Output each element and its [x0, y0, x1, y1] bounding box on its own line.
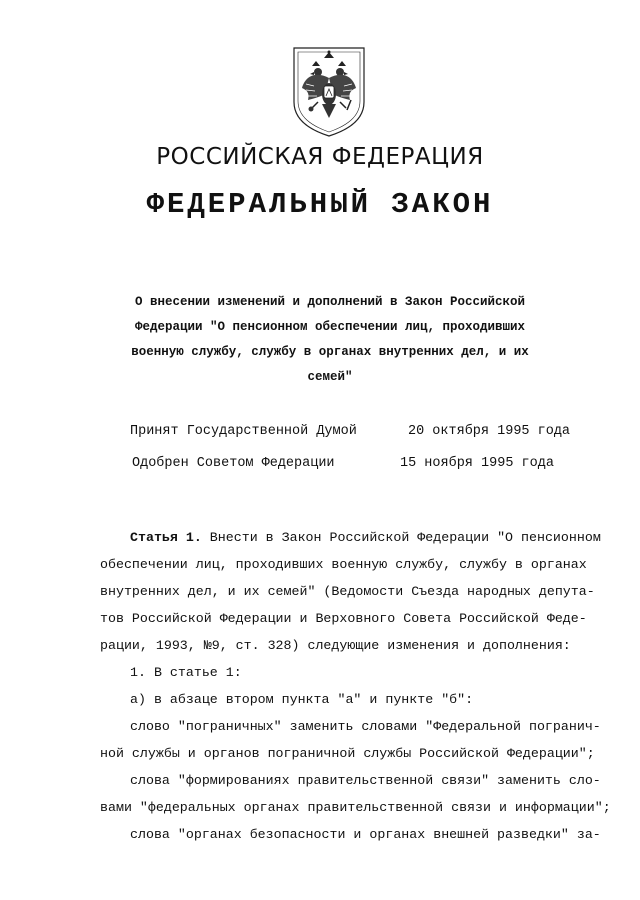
law-title	[100, 290, 560, 390]
body-line: а) в абзаце втором пункта "а" и пункте "б":	[130, 692, 474, 707]
body-line: ной службы и органов пограничной службы Российской Федерации";	[100, 746, 595, 761]
body-line: внутренних дел, и их семей" (Ведомости Съезда народных депута-	[100, 584, 595, 599]
body-line: тов Российской Федерации и Верховного Совета Российской Феде-	[100, 611, 587, 626]
law-title-line: Федерации "О пенсионном обеспечении лиц, проходивших	[134, 320, 526, 334]
state-name: РОССИЙСКАЯ ФЕДЕРАЦИЯ	[156, 144, 484, 170]
law-title-line: военную службу, службу в органах внутренних дел, и их	[131, 345, 529, 359]
coat-of-arms-emblem	[288, 44, 370, 138]
approval-label: Одобрен Советом Федерации	[132, 456, 335, 471]
adoption-label: Принят Государственной Думой	[130, 424, 357, 439]
article-1-first-line	[100, 524, 601, 551]
body-line: обеспечении лиц, проходивших военную службу, службу в органах	[100, 557, 587, 572]
article-text: Внести в Закон Российской Федерации "О пенсионном	[201, 530, 601, 545]
document-type-heading: ФЕДЕРАЛЬНЫЙ ЗАКОН	[146, 188, 494, 221]
body-line: слово "пограничных" заменить словами "Федеральной погранич-	[130, 719, 601, 734]
adoption-date: 20 октября 1995 года	[408, 424, 571, 439]
body-line: слова "формированиях правительственной связи" заменить сло-	[130, 773, 601, 788]
body-line: 1. В статье 1:	[130, 665, 242, 680]
body-line: рации, 1993, №9, ст. 328) следующие изменения и дополнения:	[100, 638, 571, 653]
body-line: вами "федеральных органах правительственной связи и информации";	[100, 800, 611, 815]
law-title-line: О внесении изменений и дополнений в Закон Российской	[134, 295, 526, 309]
approval-date: 15 ноября 1995 года	[400, 456, 554, 471]
law-body-text	[100, 524, 611, 848]
law-title-line: семей"	[307, 370, 353, 384]
body-line: слова "органах безопасности и органах внешней разведки" за-	[130, 827, 601, 842]
article-label: Статья 1.	[130, 530, 202, 545]
